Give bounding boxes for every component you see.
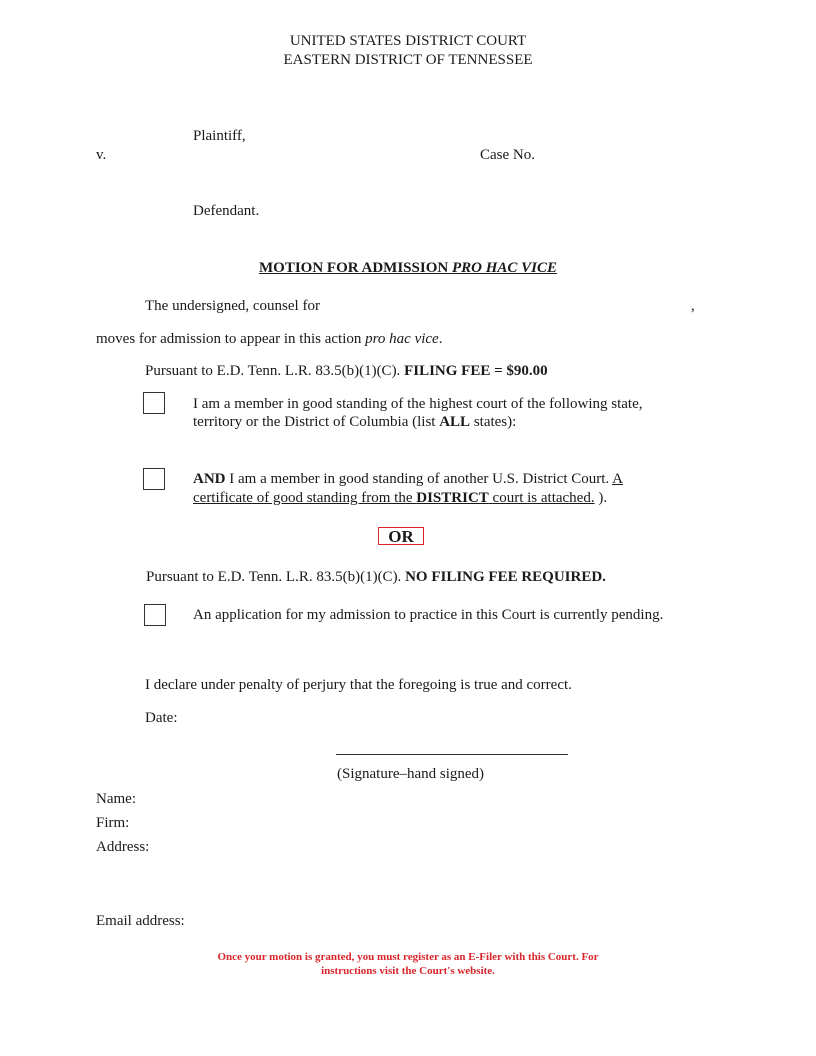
option2-line2 [193,489,607,508]
option2-and: AND [193,471,226,487]
plaintiff-label: Plaintiff, [193,128,246,144]
option2-line1 [193,470,623,489]
district-court-checkbox[interactable] [143,468,165,490]
case-number-label: Case No. [480,147,535,163]
moves-line [96,330,442,349]
option2-line1-ul: A [612,471,623,487]
motion-title-prefix: MOTION FOR ADMISSION [259,260,452,276]
signature-line[interactable] [336,754,568,755]
application-pending-checkbox[interactable] [144,604,166,626]
option3-text: An application for my admission to practice in this Court is currently pending. [193,607,664,623]
option1-line2 [193,413,516,432]
option2-line1-a: I am a member in good standing of another U.S. District Court. [225,471,613,487]
option1-line2-a: territory or the District of Columbia (list [193,414,440,430]
defendant-label: Defendant. [193,203,260,219]
moves-period: . [438,331,443,347]
fee-rule-text: Pursuant to E.D. Tenn. L.R. 83.5(b)(1)(C). [145,363,405,379]
moves-text: moves for admission to appear in this action [96,331,366,347]
email-label: Email address: [96,913,185,929]
option2-line2-ul-b: court is attached. [488,490,595,506]
counsel-line: The undersigned, counsel for [145,298,320,314]
highest-court-checkbox[interactable] [143,392,165,414]
motion-title-italic: PRO HAC VICE [451,260,557,276]
moves-italic: pro hac vice [365,331,439,347]
declaration-text: I declare under penalty of perjury that the foregoing is true and correct. [145,677,572,693]
no-fee-rule-line [146,568,606,587]
option1-line2-bold: ALL [439,414,471,430]
versus-label: v. [96,147,107,163]
option2-line2-ul-a: certificate of good standing from the [193,490,417,506]
date-label: Date: [145,710,178,726]
no-fee-rule-text: Pursuant to E.D. Tenn. L.R. 83.5(b)(1)(C). [146,569,406,585]
firm-label: Firm: [96,815,130,831]
option2-line2-district: DISTRICT [416,490,489,506]
fee-rule-line [145,362,548,381]
no-fee-required: NO FILING FEE REQUIRED. [405,569,606,585]
option2-line2-tail: ). [594,490,608,506]
court-name: UNITED STATES DISTRICT COURT [289,33,527,49]
signature-caption: (Signature–hand signed) [337,766,485,782]
address-label: Address: [96,839,150,855]
or-separator: OR [378,527,424,545]
efiler-notice-line2: instructions visit the Court's website. [321,965,495,977]
efiler-notice-line1: Once your motion is granted, you must register as an E-Filer with this Court. For [217,951,599,963]
option1-line1: I am a member in good standing of the highest court of the following state, [193,396,643,412]
option1-line2-b: states): [470,414,517,430]
name-label: Name: [96,791,136,807]
filing-fee-amount: FILING FEE = $90.00 [404,363,548,379]
motion-title [0,259,816,278]
counsel-comma: , [691,298,695,314]
district-name: EASTERN DISTRICT OF TENNESSEE [283,52,533,68]
